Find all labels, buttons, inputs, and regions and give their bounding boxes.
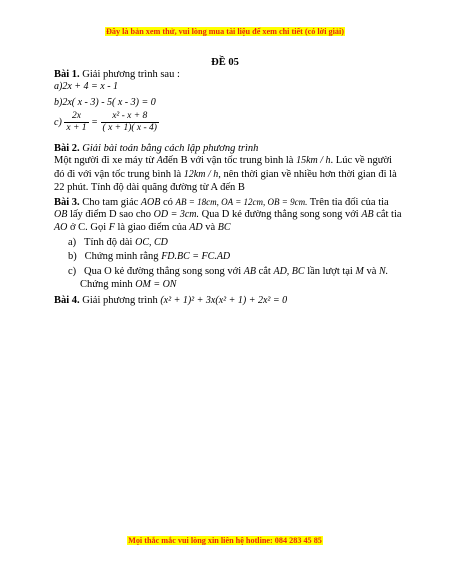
bai1-text: Giải phương trình sau : [79, 69, 180, 80]
math-run: AO [54, 222, 68, 233]
bai1-c-label: c) [54, 116, 62, 128]
item-label: a) [68, 237, 77, 248]
bai4-line [54, 295, 287, 307]
text-run: Trên tia đối của tia [307, 197, 389, 208]
bai2-line2 [54, 169, 397, 181]
math-run: AOB [140, 197, 161, 208]
text-run: lấy điểm D sao cho [67, 209, 154, 220]
bai1-a: a)2x + 4 = x - 1 [54, 81, 119, 92]
math-run: AB = 18cm, OA = 12cm, OB = 9cm. [175, 197, 308, 207]
bai2-line3: 22 phút. Tính độ dài quãng đường từ A đến B [54, 182, 245, 193]
math-run: OD = 3cm. [153, 209, 200, 220]
text-run: Qua D kẻ đường thẳng song song với [199, 209, 362, 220]
math-run: F [108, 222, 115, 233]
text-run: Tính độ dài [84, 237, 136, 248]
preview-banner-text: Đây là bản xem thử, vui lòng mua tài liệu để xem chi tiết (có lời giải) [105, 27, 344, 36]
text-run: và [363, 266, 379, 277]
bai2-text: Giải bài toán bằng cách lập phương trình [79, 143, 259, 154]
bai3-item-c [68, 266, 388, 278]
bai1-heading [54, 69, 180, 81]
bai3-item-b [68, 251, 230, 263]
math-run: A [156, 155, 163, 166]
math-run: N. [379, 266, 389, 277]
text-run: Giải phương trình [79, 295, 161, 306]
bai1-c-fraction-right [101, 111, 159, 134]
preview-banner [0, 27, 450, 36]
fraction-numerator: 2x [64, 111, 88, 123]
fraction-denominator: ( x + 1)( x - 4) [102, 123, 157, 133]
bai1-label: Bài 1. [54, 69, 80, 80]
math-run: AB [243, 266, 256, 277]
text-run: Cho tam giác [79, 197, 141, 208]
text-run: cắt [255, 266, 274, 277]
text-run: Chứng minh [80, 279, 136, 290]
fraction-numerator: x² - x + 8 [101, 111, 159, 123]
text-run: Chứng minh rằng [84, 251, 162, 262]
bai3-line2 [54, 209, 402, 221]
bai1-b: b)2x( x - 3) - 5( x - 3) = 0 [54, 97, 156, 108]
bai3-label: Bài 3. [54, 197, 80, 208]
math-run: OB [54, 209, 68, 220]
math-run: M [355, 266, 364, 277]
math-run: AD [189, 222, 203, 233]
item-label: b) [68, 251, 77, 262]
bai2-heading [54, 143, 258, 155]
bai3-line1 [54, 196, 389, 209]
text-run: Một người đi xe máy từ [54, 155, 157, 166]
text-run: lần lượt tại [304, 266, 356, 277]
text-run: Qua O kẻ đường thẳng song song với [84, 266, 244, 277]
bai2-label: Bài 2. [54, 143, 80, 154]
math-run: OC, CD [135, 237, 168, 248]
equals-sign: = [91, 116, 98, 128]
math-run: BC [217, 222, 231, 233]
text-run: đến B với vận tốc trung bình là [162, 155, 297, 166]
bai2-line1 [54, 155, 392, 167]
bai1-c-fraction-left [64, 111, 88, 134]
math-run: (x² + 1)² + 3x(x² + 1) + 2x² = 0 [160, 295, 288, 306]
math-run: FD.BC = FC.AD [161, 251, 231, 262]
math-run: AD, BC [273, 266, 305, 277]
math-run: 12km / h [183, 169, 219, 180]
fraction-denominator: x + 1 [66, 123, 87, 133]
hotline-banner [0, 536, 450, 545]
bai1-c [54, 111, 159, 134]
math-run: AB [361, 209, 374, 220]
bai3-line3 [54, 222, 231, 234]
bai3-item-c-proof [80, 279, 176, 291]
item-label: c) [68, 266, 77, 277]
math-run: 15km / h [296, 155, 331, 166]
exam-title: ĐỀ 05 [211, 57, 239, 68]
text-run: đó đi với vận tốc trung bình là [54, 169, 184, 180]
text-run: là giao điểm của [114, 222, 190, 233]
text-run: , nên thời gian về nhiều hơn thời gian đi là [218, 169, 397, 180]
text-run: cắt tia [373, 209, 402, 220]
text-run: . Lúc về người [330, 155, 392, 166]
text-run: có [160, 197, 176, 208]
bai3-item-a [68, 237, 168, 249]
text-run: và [202, 222, 218, 233]
bai4-label: Bài 4. [54, 295, 80, 306]
math-run: OM = ON [135, 279, 177, 290]
hotline-banner-text: Mọi thắc mắc vui lòng xin liên hệ hotline: 084 283 45 85 [128, 536, 322, 545]
text-run: ở C. Gọi [67, 222, 109, 233]
